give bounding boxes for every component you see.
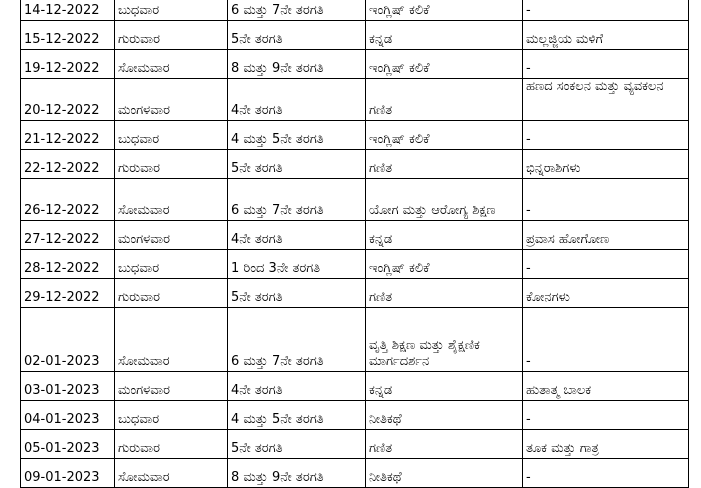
subject-cell: ಕನ್ನಡ [366,372,523,401]
date-cell: 28-12-2022 [21,250,115,279]
topic-cell: - [523,250,689,279]
date-cell: 03-01-2023 [21,372,115,401]
date-cell: 21-12-2022 [21,121,115,150]
subject-cell: ಕನ್ನಡ [366,21,523,50]
table-row [21,372,689,401]
class-cell: 4ನೇ ತರಗತಿ [228,372,366,401]
topic-cell: ಮಲ್ಲಜ್ಜಿಯ ಮಳಿಗೆ [523,21,689,50]
table-row [21,79,689,121]
date-cell: 19-12-2022 [21,50,115,79]
table-row [21,50,689,79]
date-cell: 05-01-2023 [21,430,115,459]
class-cell: 8 ಮತ್ತು 9ನೇ ತರಗತಿ [228,50,366,79]
day-cell: ಮಂಗಳವಾರ [115,79,228,121]
day-cell: ಸೋಮವಾರ [115,50,228,79]
class-cell: 6 ಮತ್ತು 7ನೇ ತರಗತಿ [228,0,366,21]
subject-cell: ಗಣಿತ [366,79,523,121]
date-cell: 20-12-2022 [21,79,115,121]
subject-cell: ನೀತಿಕಥೆ [366,459,523,488]
subject-cell: ಇಂಗ್ಲಿಷ್ ಕಲಿಕೆ [366,250,523,279]
subject-cell: ಇಂಗ್ಲಿಷ್ ಕಲಿಕೆ [366,0,523,21]
table-row [21,150,689,179]
topic-cell: ಭಿನ್ನರಾಶಿಗಳು [523,150,689,179]
class-cell: 4ನೇ ತರಗತಿ [228,79,366,121]
table-row [21,279,689,308]
date-cell: 29-12-2022 [21,279,115,308]
class-cell: 8 ಮತ್ತು 9ನೇ ತರಗತಿ [228,459,366,488]
topic-cell: - [523,121,689,150]
day-cell: ಬುಧವಾರ [115,121,228,150]
topic-cell: - [523,401,689,430]
day-cell: ಬುಧವಾರ [115,250,228,279]
topic-cell: ಕೋನಗಳು [523,279,689,308]
table-row [21,179,689,221]
subject-cell: ಗಣಿತ [366,279,523,308]
table-row [21,308,689,372]
topic-cell: ಹಣದ ಸಂಕಲನ ಮತ್ತು ವ್ಯವಕಲನ [523,79,689,121]
day-cell: ಗುರುವಾರ [115,21,228,50]
date-cell: 04-01-2023 [21,401,115,430]
date-cell: 14-12-2022 [21,0,115,21]
topic-cell: ತೂಕ ಮತ್ತು ಗಾತ್ರ [523,430,689,459]
subject-cell: ಗಣಿತ [366,430,523,459]
subject-cell: ವೃತ್ತಿ ಶಿಕ್ಷಣ ಮತ್ತು ಶೈಕ್ಷಣಿಕ ಮಾರ್ಗದರ್ಶನ [366,308,523,372]
subject-cell: ಗಣಿತ [366,150,523,179]
date-cell: 26-12-2022 [21,179,115,221]
subject-cell: ನೀತಿಕಥೆ [366,401,523,430]
day-cell: ಗುರುವಾರ [115,430,228,459]
day-cell: ಗುರುವಾರ [115,150,228,179]
table-row [21,221,689,250]
class-cell: 6 ಮತ್ತು 7ನೇ ತರಗತಿ [228,308,366,372]
subject-cell: ಯೋಗ ಮತ್ತು ಆರೋಗ್ಯ ಶಿಕ್ಷಣ [366,179,523,221]
subject-cell: ಇಂಗ್ಲಿಷ್ ಕಲಿಕೆ [366,121,523,150]
class-cell: 5ನೇ ತರಗತಿ [228,430,366,459]
topic-cell: - [523,459,689,488]
class-cell: 6 ಮತ್ತು 7ನೇ ತರಗತಿ [228,179,366,221]
day-cell: ಸೋಮವಾರ [115,308,228,372]
day-cell: ಸೋಮವಾರ [115,459,228,488]
topic-cell: - [523,50,689,79]
class-cell: 4ನೇ ತರಗತಿ [228,221,366,250]
day-cell: ಸೋಮವಾರ [115,179,228,221]
day-cell: ಗುರುವಾರ [115,279,228,308]
topic-cell: - [523,179,689,221]
table-row [21,430,689,459]
class-cell: 5ನೇ ತರಗತಿ [228,150,366,179]
class-cell: 4 ಮತ್ತು 5ನೇ ತರಗತಿ [228,121,366,150]
topic-cell: ಪ್ರವಾಸ ಹೋಗೋಣ [523,221,689,250]
topic-cell: - [523,0,689,21]
subject-cell: ಇಂಗ್ಲಿಷ್ ಕಲಿಕೆ [366,50,523,79]
date-cell: 15-12-2022 [21,21,115,50]
class-cell: 4 ಮತ್ತು 5ನೇ ತರಗತಿ [228,401,366,430]
subject-cell: ಕನ್ನಡ [366,221,523,250]
table-row [21,21,689,50]
topic-cell: - [523,308,689,372]
class-cell: 5ನೇ ತರಗತಿ [228,279,366,308]
table-row [21,121,689,150]
day-cell: ಮಂಗಳವಾರ [115,221,228,250]
date-cell: 02-01-2023 [21,308,115,372]
class-cell: 5ನೇ ತರಗತಿ [228,21,366,50]
schedule-table [20,0,689,488]
topic-cell: ಹುತಾತ್ಮ ಬಾಲಕ [523,372,689,401]
table-row [21,0,689,21]
table-row [21,250,689,279]
day-cell: ಬುಧವಾರ [115,401,228,430]
day-cell: ಬುಧವಾರ [115,0,228,21]
date-cell: 22-12-2022 [21,150,115,179]
date-cell: 09-01-2023 [21,459,115,488]
date-cell: 27-12-2022 [21,221,115,250]
class-cell: 1 ರಿಂದ 3ನೇ ತರಗತಿ [228,250,366,279]
table-row [21,401,689,430]
day-cell: ಮಂಗಳವಾರ [115,372,228,401]
table-row [21,459,689,488]
